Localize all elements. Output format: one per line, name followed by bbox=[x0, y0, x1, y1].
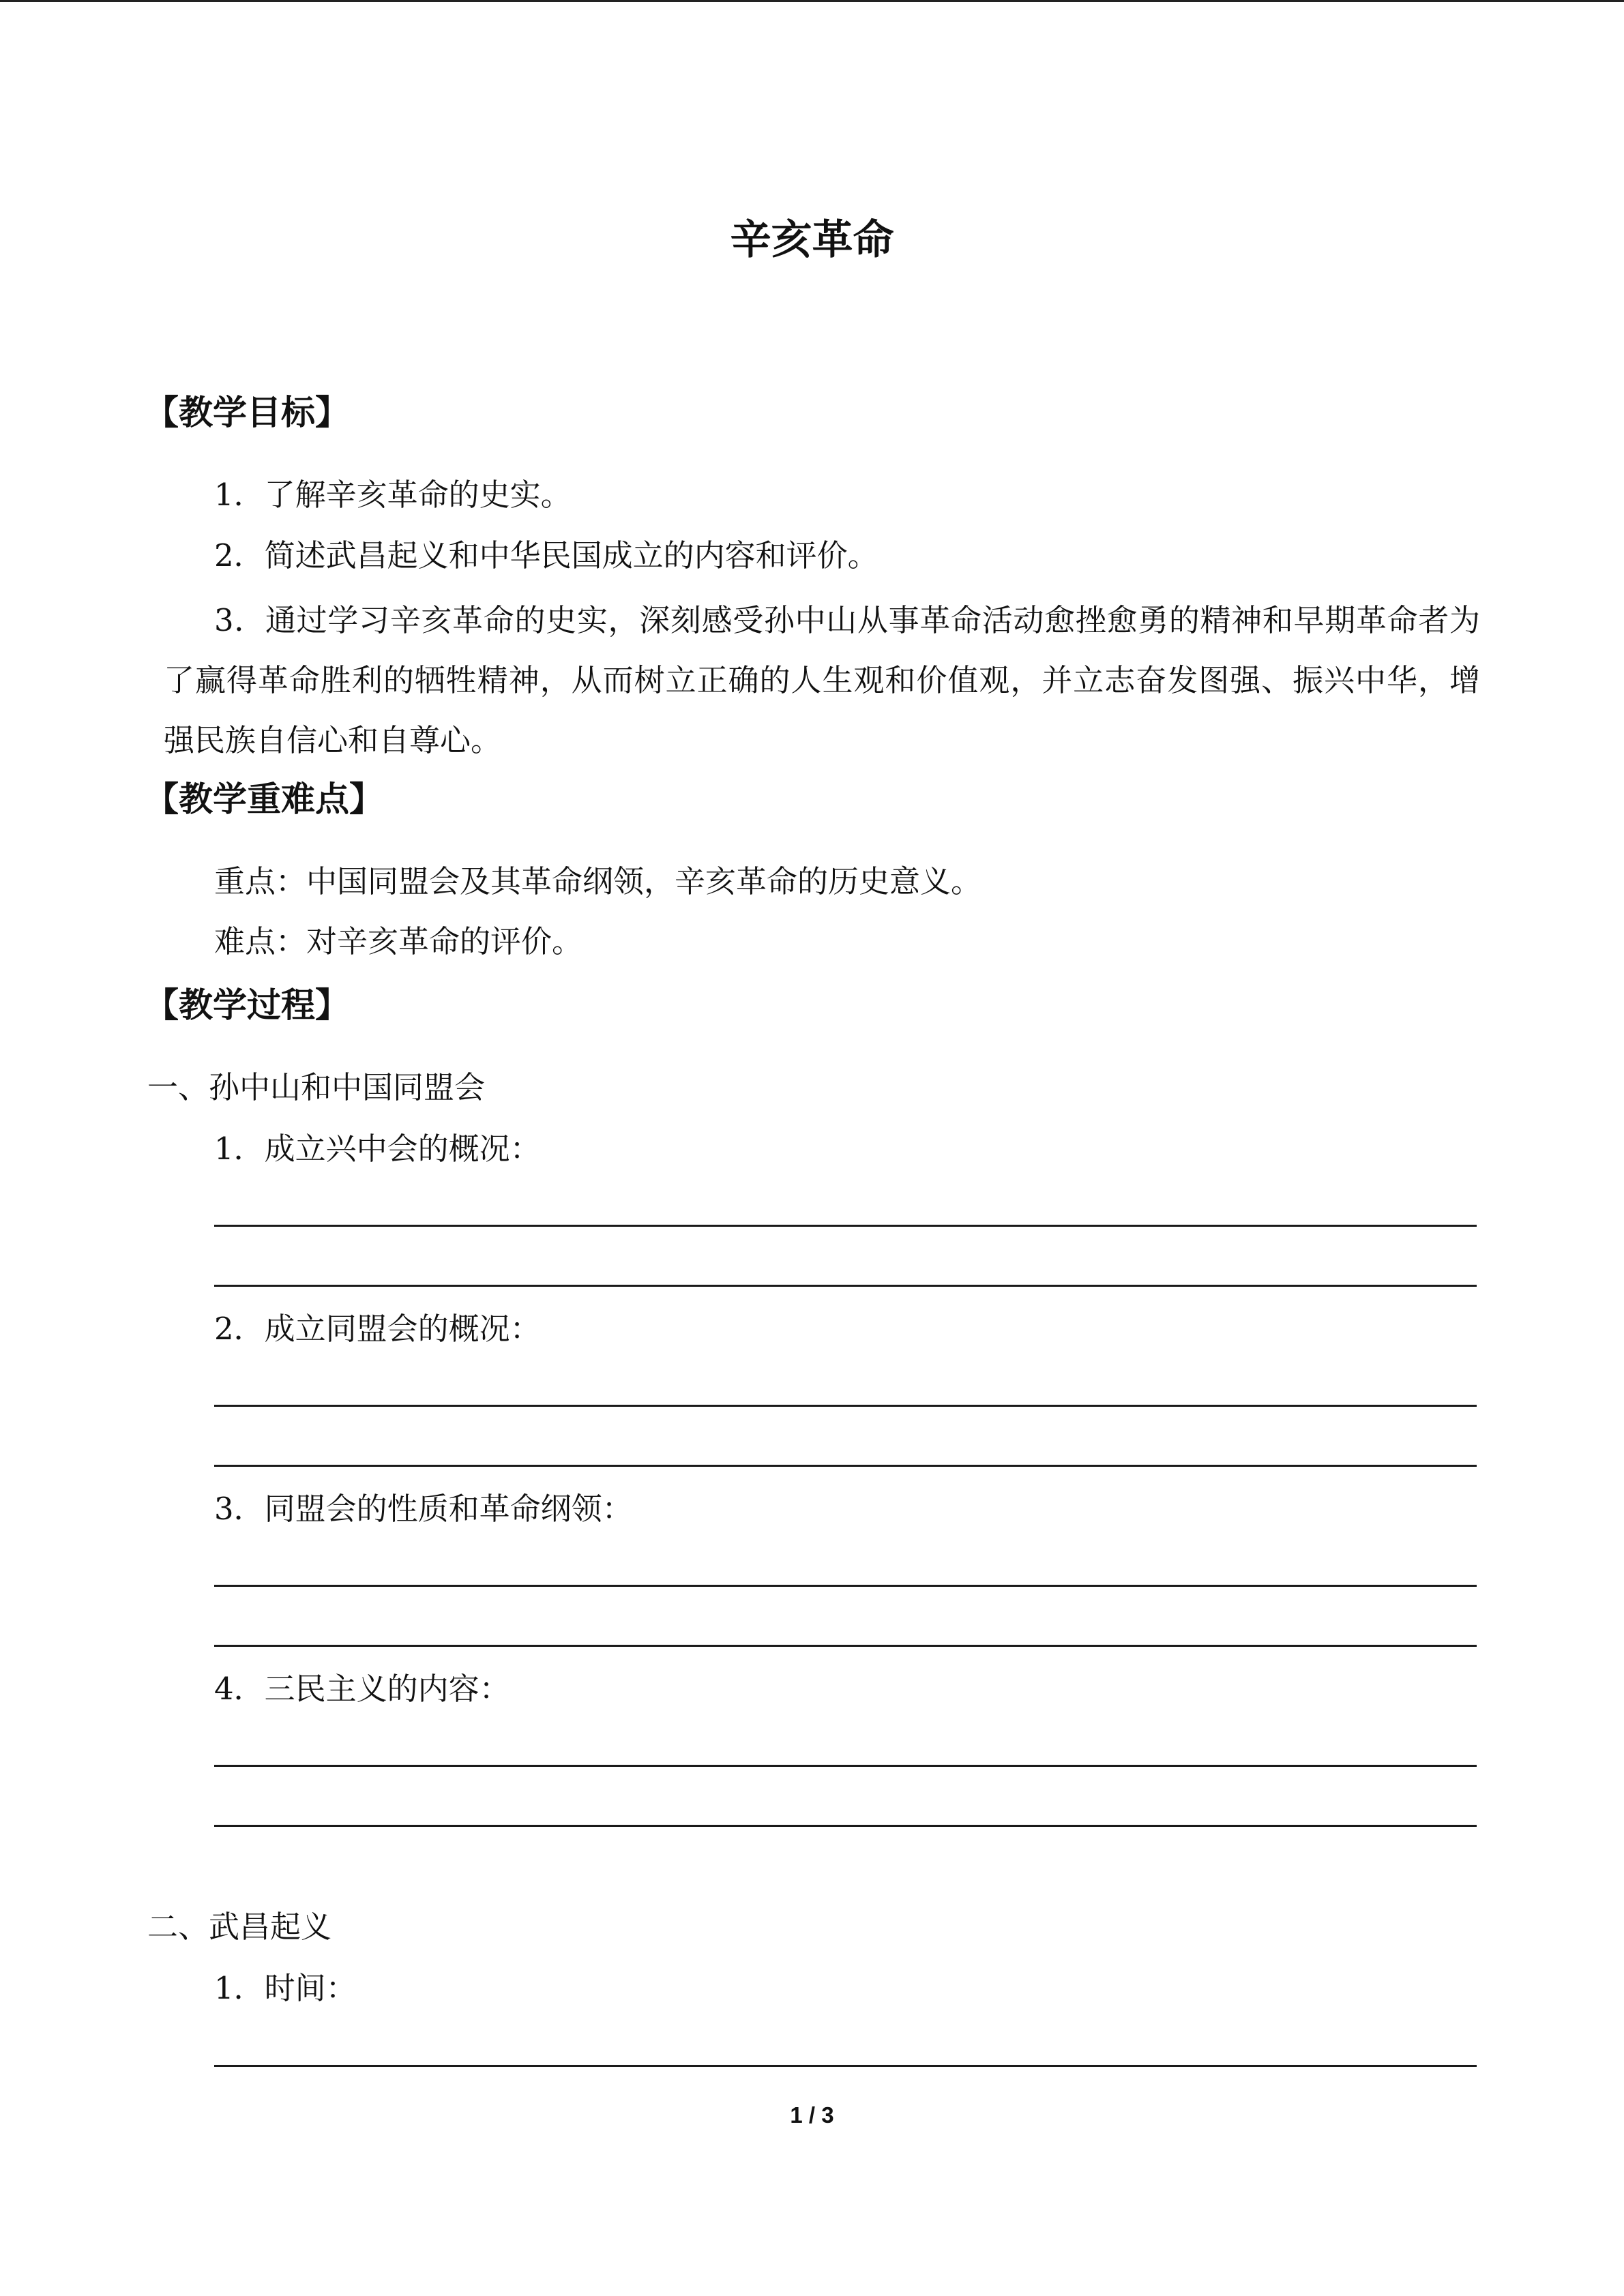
section-1-question-2: 2．成立同盟会的概况： bbox=[214, 1311, 541, 1347]
answer-line bbox=[214, 1465, 1477, 1467]
answer-line bbox=[214, 1645, 1477, 1647]
section-2-question-1: 1．时间： bbox=[214, 1970, 357, 2006]
objective-item-3: 3．通过学习辛亥革命的史实，深刻感受孙中山从事革命活动愈挫愈勇的精神和早期革命者为了赢得革命胜利的牺牲精神，从而树立正确的人生观和价值观，并立志奋发图强、振兴中华，增强民族自信心和自尊心。 bbox=[164, 602, 1480, 758]
answer-line bbox=[214, 1765, 1477, 1767]
answer-line bbox=[214, 1285, 1477, 1287]
page-number: 1 / 3 bbox=[790, 2102, 834, 2128]
top-border bbox=[0, 0, 1624, 2]
process-heading: 【教学过程】 bbox=[145, 985, 349, 1025]
objectives-heading: 【教学目标】 bbox=[145, 393, 349, 432]
section-1-question-1: 1．成立兴中会的概况： bbox=[214, 1131, 541, 1167]
answer-line bbox=[214, 2065, 1477, 2067]
answer-line bbox=[214, 1585, 1477, 1587]
key-point-difficulty: 难点：对辛亥革命的评价。 bbox=[214, 923, 583, 959]
section-1-question-4: 4．三民主义的内容： bbox=[214, 1671, 510, 1707]
key-points-heading: 【教学重难点】 bbox=[145, 779, 383, 819]
page-title: 辛亥革命 bbox=[730, 216, 894, 264]
section-1-title: 一、孙中山和中国同盟会 bbox=[147, 1069, 486, 1105]
objective-item-1: 1．了解辛亥革命的史实。 bbox=[214, 477, 572, 513]
key-point-focus: 重点：中国同盟会及其革命纲领，辛亥革命的历史意义。 bbox=[214, 863, 982, 899]
section-1-question-3: 3．同盟会的性质和革命纲领： bbox=[214, 1491, 633, 1527]
section-2-title: 二、武昌起义 bbox=[147, 1909, 332, 1945]
answer-line bbox=[214, 1825, 1477, 1827]
answer-line bbox=[214, 1405, 1477, 1407]
answer-line bbox=[214, 1225, 1477, 1227]
objective-item-2: 2．简述武昌起义和中华民国成立的内容和评价。 bbox=[214, 537, 879, 573]
